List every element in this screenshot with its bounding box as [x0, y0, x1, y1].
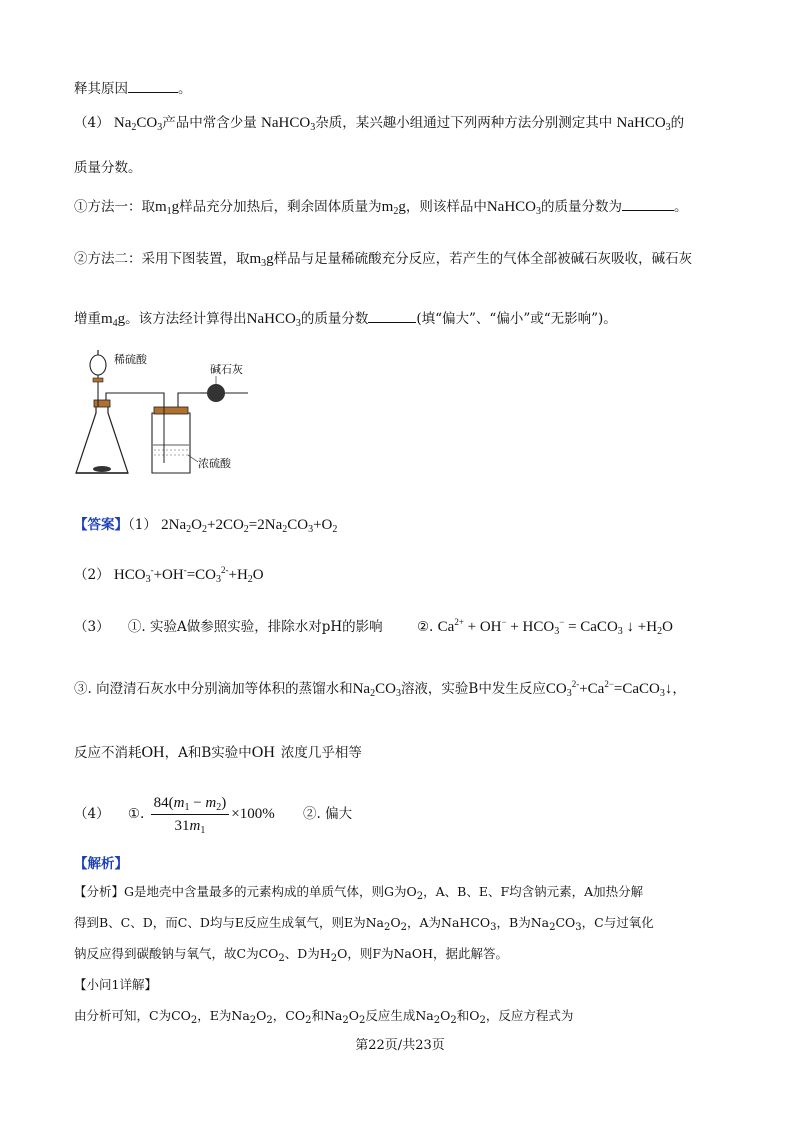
analysis-text: ，反应方程式为 — [485, 1008, 574, 1023]
equation-4: $CO_3^{2-}+Ca^{2-}=CaCO_3↓$ — [545, 679, 673, 699]
line-punct: 。 — [178, 81, 192, 97]
equation-1: $2Na_2O_2+2CO_2=2Na_2CO_3+O_2$ — [161, 517, 338, 535]
analysis-line-2: 得到B、C、D，而C、D均与E反应生成氧气，则E为$Na_2O_2$，A为NaHCO$_3$，B为$Na_2CO_3$，C与过氧化 — [74, 915, 654, 933]
question-number: （4） — [74, 115, 110, 131]
answer-text: ②. 偏大 — [303, 806, 353, 822]
analysis-text: 得到B、C、D，而C、D均与E反应生成氧气，则E为Na — [74, 915, 384, 930]
method-text: (填“偏大”、“偏小”或“无影响”)。 — [416, 311, 617, 327]
question-4-line — [74, 114, 684, 132]
answer-line-4 — [74, 794, 352, 835]
method-text: 的质量分数 — [300, 311, 369, 327]
method-text: ①方法一：取 — [74, 199, 155, 215]
formula-nahco3: NaHCO$_3$ — [246, 311, 301, 329]
method-text: 样品充分加热后，剩余固体质量为 — [179, 199, 382, 215]
analysis-subtag: 【分析】 — [74, 884, 125, 899]
answer-blank — [622, 198, 674, 211]
analysis-subtag-line — [74, 977, 157, 992]
question-text: 质量分数。 — [74, 160, 142, 176]
formula-na2co3: $Na_2CO_3$ — [113, 115, 163, 133]
formula-nahco3: NaHCO$_3$ — [616, 115, 671, 133]
analysis-text: 和Na — [311, 1008, 343, 1023]
analysis-tag: 【解析】 — [74, 856, 128, 872]
answer-text: ③. 向澄清石灰水中分别滴加等体积的蒸馏水和 — [74, 681, 353, 697]
answer-text: ②. — [416, 619, 434, 635]
answer-line-3c — [74, 680, 686, 698]
method-text: ②方法二：采用下图装置，取 — [74, 251, 250, 267]
formula-oh: OH — [251, 744, 275, 761]
mass-m1: $m_1g$ — [155, 199, 180, 217]
method-2-line2 — [74, 310, 617, 328]
method-punct: 。 — [674, 199, 688, 215]
answer-line-3d — [74, 743, 362, 762]
answer-blank — [368, 310, 416, 323]
answer-number: （1） — [128, 517, 157, 533]
mass-m4: $m_4g$ — [101, 311, 126, 329]
line-text: 释其原因 — [74, 81, 128, 97]
fraction-expression: $\frac{84(m_1 - m_2)}{31m_1}$ — [151, 794, 230, 835]
answer-text: ，A和B实验中 — [164, 745, 252, 761]
equation-3: $Ca^{2+} + OH^- + HCO_3^-$ = CaCO$_3$ ↓ $+H_2O$ — [437, 617, 673, 637]
question-text: 产品中常含少量 — [162, 115, 257, 131]
label-soda-lime: 碱石灰 — [210, 363, 243, 376]
question-text: 的 — [670, 115, 685, 131]
answer-line-2 — [74, 566, 264, 584]
analysis-line-3: 钠反应得到碳酸钠与氧气，故C为$CO_2$、D为$H_2O$，则F为NaOH，据此解答。 — [74, 946, 509, 964]
answer-text: ①. — [127, 806, 145, 822]
answer-line-3 — [74, 618, 673, 636]
formula-nahco3: NaHCO$_3$ — [261, 115, 316, 133]
formula-oh: OH — [141, 744, 165, 761]
label-dilute-sulfuric-acid: 稀硫酸 — [114, 353, 147, 366]
answer-tag: 【答案】 — [74, 517, 128, 533]
question-text: 杂质，某兴趣小组通过下列两种方法分别测定其中 — [315, 115, 613, 131]
analysis-text: 、D为H — [284, 946, 331, 961]
analysis-text: 钠反应得到碳酸钠与氧气，故C为CO — [74, 946, 279, 961]
method-text: 。该方法经计算得出 — [125, 311, 247, 327]
analysis-text: 和O — [456, 1008, 480, 1023]
apparatus-diagram — [70, 345, 270, 480]
mass-m3: $m_3g$ — [249, 251, 274, 269]
analysis-subtag: 【小问1详解】 — [74, 977, 157, 992]
answer-number: （2） — [74, 567, 110, 583]
label-conc-sulfuric-acid: 浓硫酸 — [198, 457, 231, 470]
percent-text: ×100% — [231, 806, 275, 822]
answer-number: （3） — [74, 619, 110, 635]
answer-punct: ， — [672, 681, 686, 697]
method-text: 增重 — [74, 311, 101, 327]
analysis-text: ，E为Na — [197, 1008, 250, 1023]
analysis-text: ，CO — [272, 1008, 306, 1023]
answer-text: 溶液，实验B中发生反应 — [400, 681, 546, 697]
analysis-line-1: 【分析】G是地壳中含量最多的元素构成的单质气体，则G为$O_2$，A、B、E、F均含钠元素，A加热分解 — [74, 884, 644, 902]
equation-2: $HCO_3^-+OH^-=CO_3^{2-}+H_2O$ — [113, 565, 264, 585]
formula-nahco3: NaHCO$_3$ — [486, 199, 542, 217]
analysis-line-4: 由分析可知，C为$CO_2$，E为$Na_2O_2$，$CO_2$和$Na_2O_2$反应生成$Na_2O_2$和$O_2$，反应方程式为 — [74, 1008, 574, 1026]
method-text: ，则该样品中 — [405, 199, 487, 215]
analysis-tag-line — [74, 856, 128, 872]
page-footer: 第22页/共23页 — [355, 1038, 445, 1053]
answer-number: （4） — [74, 806, 110, 822]
formula-na2co3: $Na_2CO_3$ — [352, 681, 401, 699]
analysis-text: 反应生成Na — [365, 1008, 434, 1023]
analysis-text: G是地壳中含量最多的元素构成的单质气体，则G为O — [124, 884, 417, 899]
analysis-text: ，B为Na — [496, 915, 550, 930]
answer-text: 浓度几乎相等 — [280, 745, 362, 761]
answer-text: ①. 实验A做参照实验，排除水对pH的影响 — [127, 619, 383, 635]
answer-text: 反应不消耗 — [74, 745, 142, 761]
mass-m2: $m_2g$ — [381, 199, 406, 217]
text-line — [74, 80, 192, 97]
analysis-text: ，A为NaHCO — [407, 915, 491, 930]
method-1-line — [74, 198, 688, 216]
method-text: 样品与足量稀硫酸充分反应，若产生的气体全部被碱石灰吸收，碱石灰 — [273, 251, 693, 267]
analysis-text: 由分析可知，C为CO — [74, 1008, 191, 1023]
analysis-text: ，A、B、E、F均含钠元素，A加热分解 — [423, 884, 644, 899]
answer-line-1 — [74, 516, 337, 534]
method-text: 的质量分数为 — [541, 199, 623, 215]
method-2-line — [74, 250, 692, 268]
answer-blank — [128, 80, 178, 93]
analysis-text: O，则F为NaOH，据此解答。 — [337, 946, 509, 961]
analysis-text: ，C与过氧化 — [581, 915, 654, 930]
question-4-line2 — [74, 160, 142, 176]
